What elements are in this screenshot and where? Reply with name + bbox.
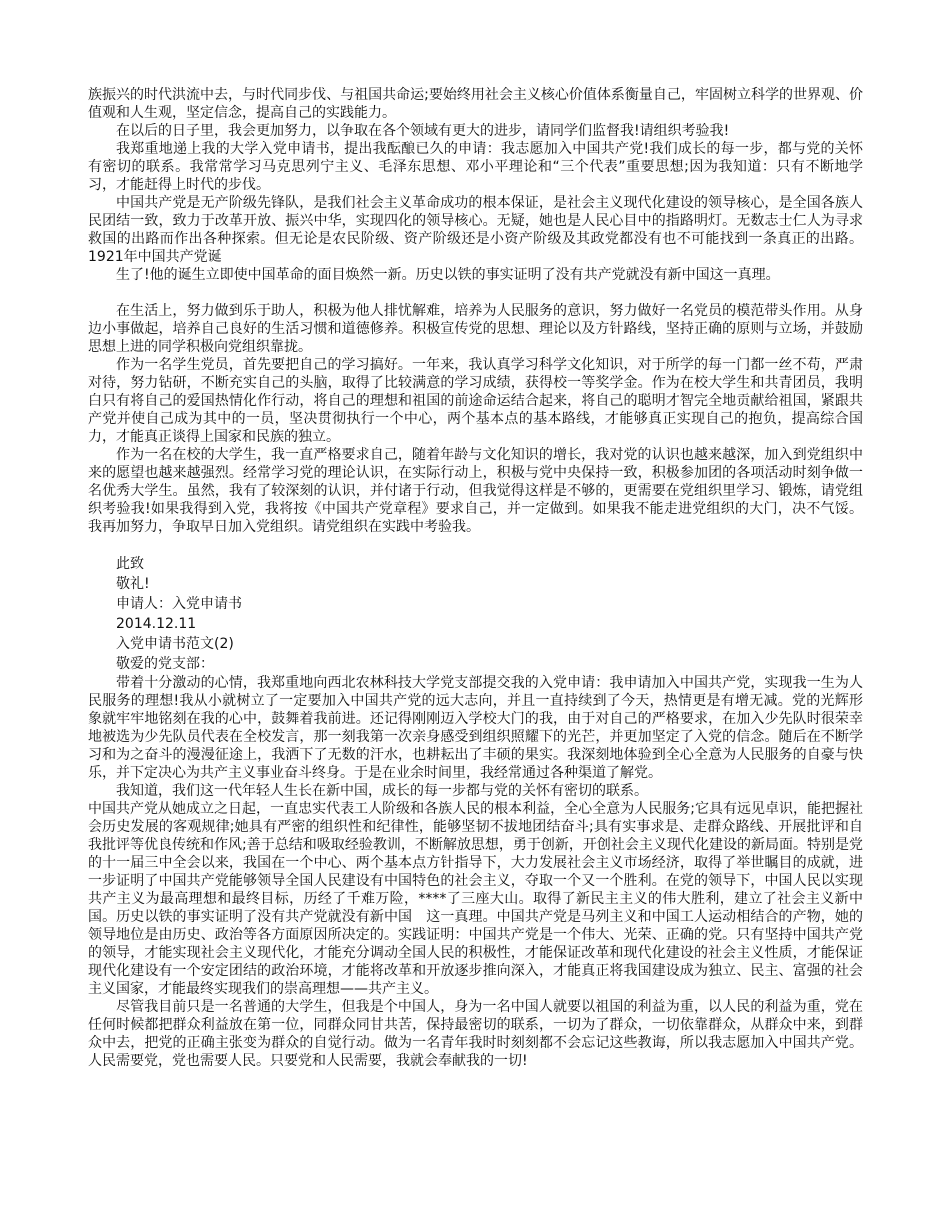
paragraph-11: 中国共产党从她成立之日起，一直忠实代表工人阶级和各族人民的根本利益，全心全意为人民服务;它具有远见卓识，能把握社会历史发展的客观规律;她具有严密的组织性和纪律性，能够坚韧不拔地团结奋斗;具有实事求是、走群众路线、开展批评和自我批评等优良传统和作风;善于总结和吸取经验教训，不断解放思想，勇于创新，开创社会主义现代化建设的新局面。特别是党的十一届三中全会以来，我国在一个中心、两个基本点方针指导下，大力发展社会主义市场经济，取得了举世瞩目的成就，进一步证明了中国共产党能够领导全国人民建设有中国特色的社会主义，夺取一个又一个胜利。在党的领导下，中国人民以实现共产主义为最高理想和最终目标，历经了千难万险，****了三座大山。取得了新民主主义的伟大胜利，建立了社会主义新中国。历史以铁的事实证明了没有共产党就没有新中国 这一真理。中国共产党是马列主义和中国工人运动相结合的产物，她的领导地位是由历史、政治等各方面原因所决定的。实践证明：中国共产党是一个伟大、光荣、正确的党。只有坚持中国共产党的领导，才能实现社会主义现代化，才能充分调动全国人民的积极性，才能保证改革和现代化建设的社会主义性质，才能保证现代化建设有一个安定团结的政治环境，才能将改革和开放逐步推向深入，才能真正将我国建设成为独立、民主、富强的社会主义国家，才能最终实现我们的崇高理想——共产主义。 xyxy=(88,801,863,997)
paragraph-8: 作为一名在校的大学生，我一直严格要求自己，随着年龄与文化知识的增长，我对党的认识也越来越深，加入到党组织中来的愿望也越来越强烈。经常学习党的理论认识，在实际行动上，积极与党中央保持一致，积极参加团的各项活动时刻争做一名优秀大学生。虽然，我有了较深刻的认识，并付诸于行动，但我觉得这样是不够的，更需要在党组织里学习、锻炼，请党组织考验我!如果我得到入党，我将按《中国共产党章程》要求自己，并一定做到。如果我不能走进党组织的大门，决不气馁。我再加努力，争取早日加入党组织。请党组织在实践中考验我。 xyxy=(88,447,863,535)
date-line: 2014.12.11 xyxy=(116,616,197,632)
paragraph-3: 我郑重地递上我的大学入党申请书，提出我酝酿已久的申请：我志愿加入中国共产党!我们成长的每一步，都与党的关怀有密切的联系。我常常学习马克思列宁主义、毛泽东思想、邓小平理论和“三个代表”重要思想;因为我知道：只有不断地学习，才能赶得上时代的步伐。 xyxy=(88,141,863,193)
blank-line xyxy=(88,536,863,554)
paragraph-12: 尽管我目前只是一名普通的大学生，但我是个中国人，身为一名中国人就要以祖国的利益为重，以人民的利益为重，党在任何时候都把群众利益放在第一位，同群众同甘共苦，保持最密切的联系，一切为了群众，一切依靠群众，从群众中来，到群众中去，把党的正确主张变为群众的自觉行动。做为一名青年我时时刻刻都不会忘记这些教诲，所以我志愿加入中国共产党。人民需要党，党也需要人民。只要党和人民需要，我就会奉献我的一切! xyxy=(88,999,863,1069)
paragraph-4: 中国共产党是无产阶级先锋队，是我们社会主义革命成功的根本保证，是社会主义现代化建设的领导核心，是全国各族人民团结一致，致力于改革开放、振兴中华，实现四化的领导核心。无疑，她也是人民心目中的指路明灯。无数志士仁人为寻求救国的出路而作出各种探索。但无论是农民阶级、资产阶级还是小资产阶级及其政党都没有也不可能找到一条真正的出路。1921年中国共产党诞 xyxy=(88,195,863,265)
applicant-line: 申请人：入党申请书 xyxy=(116,596,242,612)
closing-text: 此致 xyxy=(116,556,144,572)
paragraph-6: 在生活上，努力做到乐于助人，积极为他人排忧解难，培养为人民服务的意识，努力做好一名党员的模范带头作用。从身边小事做起，培养自己良好的生活习惯和道德修养。积极宣传党的思想、理论以及方针路线，坚持正确的原则与立场，并鼓励思想上进的同学积极向党组织靠拢。 xyxy=(88,303,863,355)
paragraph-7: 作为一名学生党员，首先要把自己的学习搞好。一年来，我认真学习科学文化知识，对于所学的每一门都一丝不苟，严肃对待，努力钻研，不断充实自己的头脑，取得了比较满意的学习成绩，获得校一等奖学金。作为在校大学生和共青团员，我明白只有将自己的爱国热情化作行动，将自己的理想和祖国的前途命运结合起来，将自己的聪明才智完全地贡献给祖国，紧跟共产党并使自己成为其中的一员，坚决贯彻执行一个中心，两个基本点的基本路线，才能够真正实现自己的抱负，提高综合国力，才能真正谈得上国家和民族的独立。 xyxy=(88,357,863,445)
salute-text: 敬礼! xyxy=(116,576,150,592)
paragraph-5: 生了!他的诞生立即使中国革命的面目焕然一新。历史以铁的事实证明了没有共产党就没有新中国这一真理。 xyxy=(116,267,780,283)
paragraph-10: 我知道，我们这一代年轻人生长在新中国，成长的每一步都与党的关怀有密切的联系。 xyxy=(116,783,648,799)
paragraph-2: 在以后的日子里，我会更加努力，以争取在各个领域有更大的进步，请同学们监督我!请组织考验我! xyxy=(116,123,730,139)
section-title: 入党申请书范文(2) xyxy=(116,636,234,652)
greeting-line: 敬爱的党支部： xyxy=(116,656,214,672)
document-page xyxy=(88,86,863,1070)
paragraph-1: 族振兴的时代洪流中去，与时代同步伐、与祖国共命运;要始终用社会主义核心价值体系衡量自己，牢固树立科学的世界观、价值观和人生观，坚定信念，提高自己的实践能力。 xyxy=(88,87,863,121)
signature-block xyxy=(88,554,863,674)
blank-line xyxy=(88,284,863,302)
paragraph-9: 带着十分激动的心情，我郑重地向西北农林科技大学党支部提交我的入党申请：我申请加入中国共产党，实现我一生为人民服务的理想!我从小就树立了一定要加入中国共产党的远大志向，并且一直持续到了今天，热情更是有增无减。党的光辉形象就牢牢地铭刻在我的心中，鼓舞着我前进。还记得刚刚迈入学校大门的我，由于对自己的严格要求，在加入少先队时很荣幸地被选为少先队员代表在全校发言，那一刻我第一次亲身感受到组织照耀下的光芒，并更加坚定了入党的信念。随后在不断学习和为之奋斗的漫漫征途上，我洒下了无数的汗水，也耕耘出了丰硕的果实。我深刻地体验到全心全意为人民服务的自豪与快乐，并下定决心为共产主义事业奋斗终身。于是在业余时间里，我经常通过各种渠道了解党。 xyxy=(88,675,863,781)
